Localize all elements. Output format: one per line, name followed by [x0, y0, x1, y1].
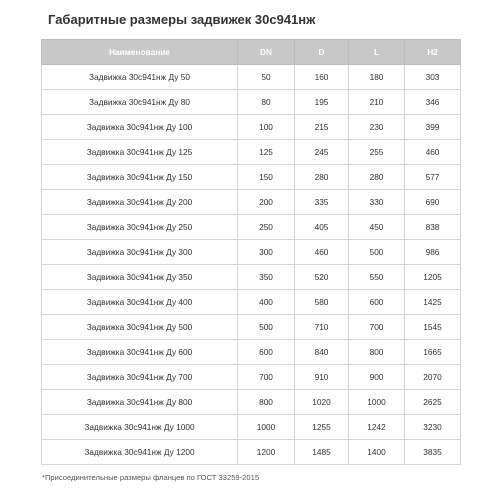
cell-name: Задвижка 30с941нж Ду 100 — [42, 115, 238, 140]
table-row — [42, 215, 461, 240]
cell-l: 330 — [349, 190, 405, 215]
cell-h2: 399 — [405, 115, 461, 140]
table-header-row — [42, 40, 461, 65]
table-row — [42, 440, 461, 465]
cell-name: Задвижка 30с941нж Ду 400 — [42, 290, 238, 315]
cell-h2: 460 — [405, 140, 461, 165]
cell-h2: 577 — [405, 165, 461, 190]
cell-name: Задвижка 30с941нж Ду 150 — [42, 165, 238, 190]
cell-l: 800 — [349, 340, 405, 365]
cell-d: 580 — [295, 290, 349, 315]
cell-l: 180 — [349, 65, 405, 90]
header-h2: H2 — [405, 40, 461, 65]
cell-d: 405 — [295, 215, 349, 240]
table-row — [42, 240, 461, 265]
cell-name: Задвижка 30с941нж Ду 50 — [42, 65, 238, 90]
table-row — [42, 190, 461, 215]
cell-l: 900 — [349, 365, 405, 390]
cell-l: 210 — [349, 90, 405, 115]
table-row — [42, 315, 461, 340]
cell-dn: 800 — [238, 390, 295, 415]
cell-l: 255 — [349, 140, 405, 165]
cell-h2: 1205 — [405, 265, 461, 290]
header-dn: DN — [238, 40, 295, 65]
cell-l: 500 — [349, 240, 405, 265]
cell-d: 245 — [295, 140, 349, 165]
cell-d: 520 — [295, 265, 349, 290]
cell-d: 195 — [295, 90, 349, 115]
table-row — [42, 340, 461, 365]
cell-dn: 200 — [238, 190, 295, 215]
cell-d: 160 — [295, 65, 349, 90]
table-row — [42, 365, 461, 390]
cell-h2: 1665 — [405, 340, 461, 365]
cell-dn: 1200 — [238, 440, 295, 465]
cell-l: 450 — [349, 215, 405, 240]
cell-d: 910 — [295, 365, 349, 390]
cell-h2: 1545 — [405, 315, 461, 340]
cell-dn: 50 — [238, 65, 295, 90]
cell-name: Задвижка 30с941нж Ду 200 — [42, 190, 238, 215]
cell-l: 280 — [349, 165, 405, 190]
cell-l: 1000 — [349, 390, 405, 415]
header-name: Наименование — [42, 40, 238, 65]
page-title: Габаритные размеры задвижек 30с941нж — [48, 12, 316, 27]
cell-dn: 400 — [238, 290, 295, 315]
cell-d: 215 — [295, 115, 349, 140]
table-row — [42, 90, 461, 115]
cell-dn: 150 — [238, 165, 295, 190]
dimensions-table — [41, 39, 461, 465]
table-row — [42, 265, 461, 290]
cell-h2: 346 — [405, 90, 461, 115]
cell-name: Задвижка 30с941нж Ду 800 — [42, 390, 238, 415]
cell-name: Задвижка 30с941нж Ду 125 — [42, 140, 238, 165]
cell-name: Задвижка 30с941нж Ду 1000 — [42, 415, 238, 440]
cell-h2: 3835 — [405, 440, 461, 465]
table-row — [42, 390, 461, 415]
cell-l: 550 — [349, 265, 405, 290]
cell-d: 335 — [295, 190, 349, 215]
table-row — [42, 165, 461, 190]
cell-name: Задвижка 30с941нж Ду 700 — [42, 365, 238, 390]
cell-d: 1020 — [295, 390, 349, 415]
cell-name: Задвижка 30с941нж Ду 500 — [42, 315, 238, 340]
table-row — [42, 115, 461, 140]
cell-dn: 250 — [238, 215, 295, 240]
cell-name: Задвижка 30с941нж Ду 250 — [42, 215, 238, 240]
cell-l: 230 — [349, 115, 405, 140]
cell-h2: 986 — [405, 240, 461, 265]
header-l: L — [349, 40, 405, 65]
cell-l: 700 — [349, 315, 405, 340]
table-body — [42, 65, 461, 465]
cell-h2: 690 — [405, 190, 461, 215]
header-d: D — [295, 40, 349, 65]
cell-d: 1255 — [295, 415, 349, 440]
cell-dn: 300 — [238, 240, 295, 265]
table-row — [42, 290, 461, 315]
table-row — [42, 415, 461, 440]
cell-dn: 700 — [238, 365, 295, 390]
cell-h2: 3230 — [405, 415, 461, 440]
cell-d: 840 — [295, 340, 349, 365]
cell-dn: 1000 — [238, 415, 295, 440]
cell-d: 280 — [295, 165, 349, 190]
cell-name: Задвижка 30с941нж Ду 350 — [42, 265, 238, 290]
footnote: *Присоединительные размеры фланцев по ГОСТ 33259-2015 — [42, 473, 260, 482]
cell-dn: 500 — [238, 315, 295, 340]
cell-h2: 2070 — [405, 365, 461, 390]
table-row — [42, 140, 461, 165]
cell-d: 710 — [295, 315, 349, 340]
cell-h2: 2625 — [405, 390, 461, 415]
cell-name: Задвижка 30с941нж Ду 300 — [42, 240, 238, 265]
cell-name: Задвижка 30с941нж Ду 600 — [42, 340, 238, 365]
cell-h2: 1425 — [405, 290, 461, 315]
cell-dn: 100 — [238, 115, 295, 140]
cell-l: 1400 — [349, 440, 405, 465]
cell-h2: 838 — [405, 215, 461, 240]
cell-d: 1485 — [295, 440, 349, 465]
cell-dn: 350 — [238, 265, 295, 290]
cell-dn: 600 — [238, 340, 295, 365]
cell-name: Задвижка 30с941нж Ду 1200 — [42, 440, 238, 465]
cell-l: 1242 — [349, 415, 405, 440]
cell-dn: 80 — [238, 90, 295, 115]
cell-d: 460 — [295, 240, 349, 265]
cell-h2: 303 — [405, 65, 461, 90]
cell-l: 600 — [349, 290, 405, 315]
cell-dn: 125 — [238, 140, 295, 165]
table-row — [42, 65, 461, 90]
cell-name: Задвижка 30с941нж Ду 80 — [42, 90, 238, 115]
